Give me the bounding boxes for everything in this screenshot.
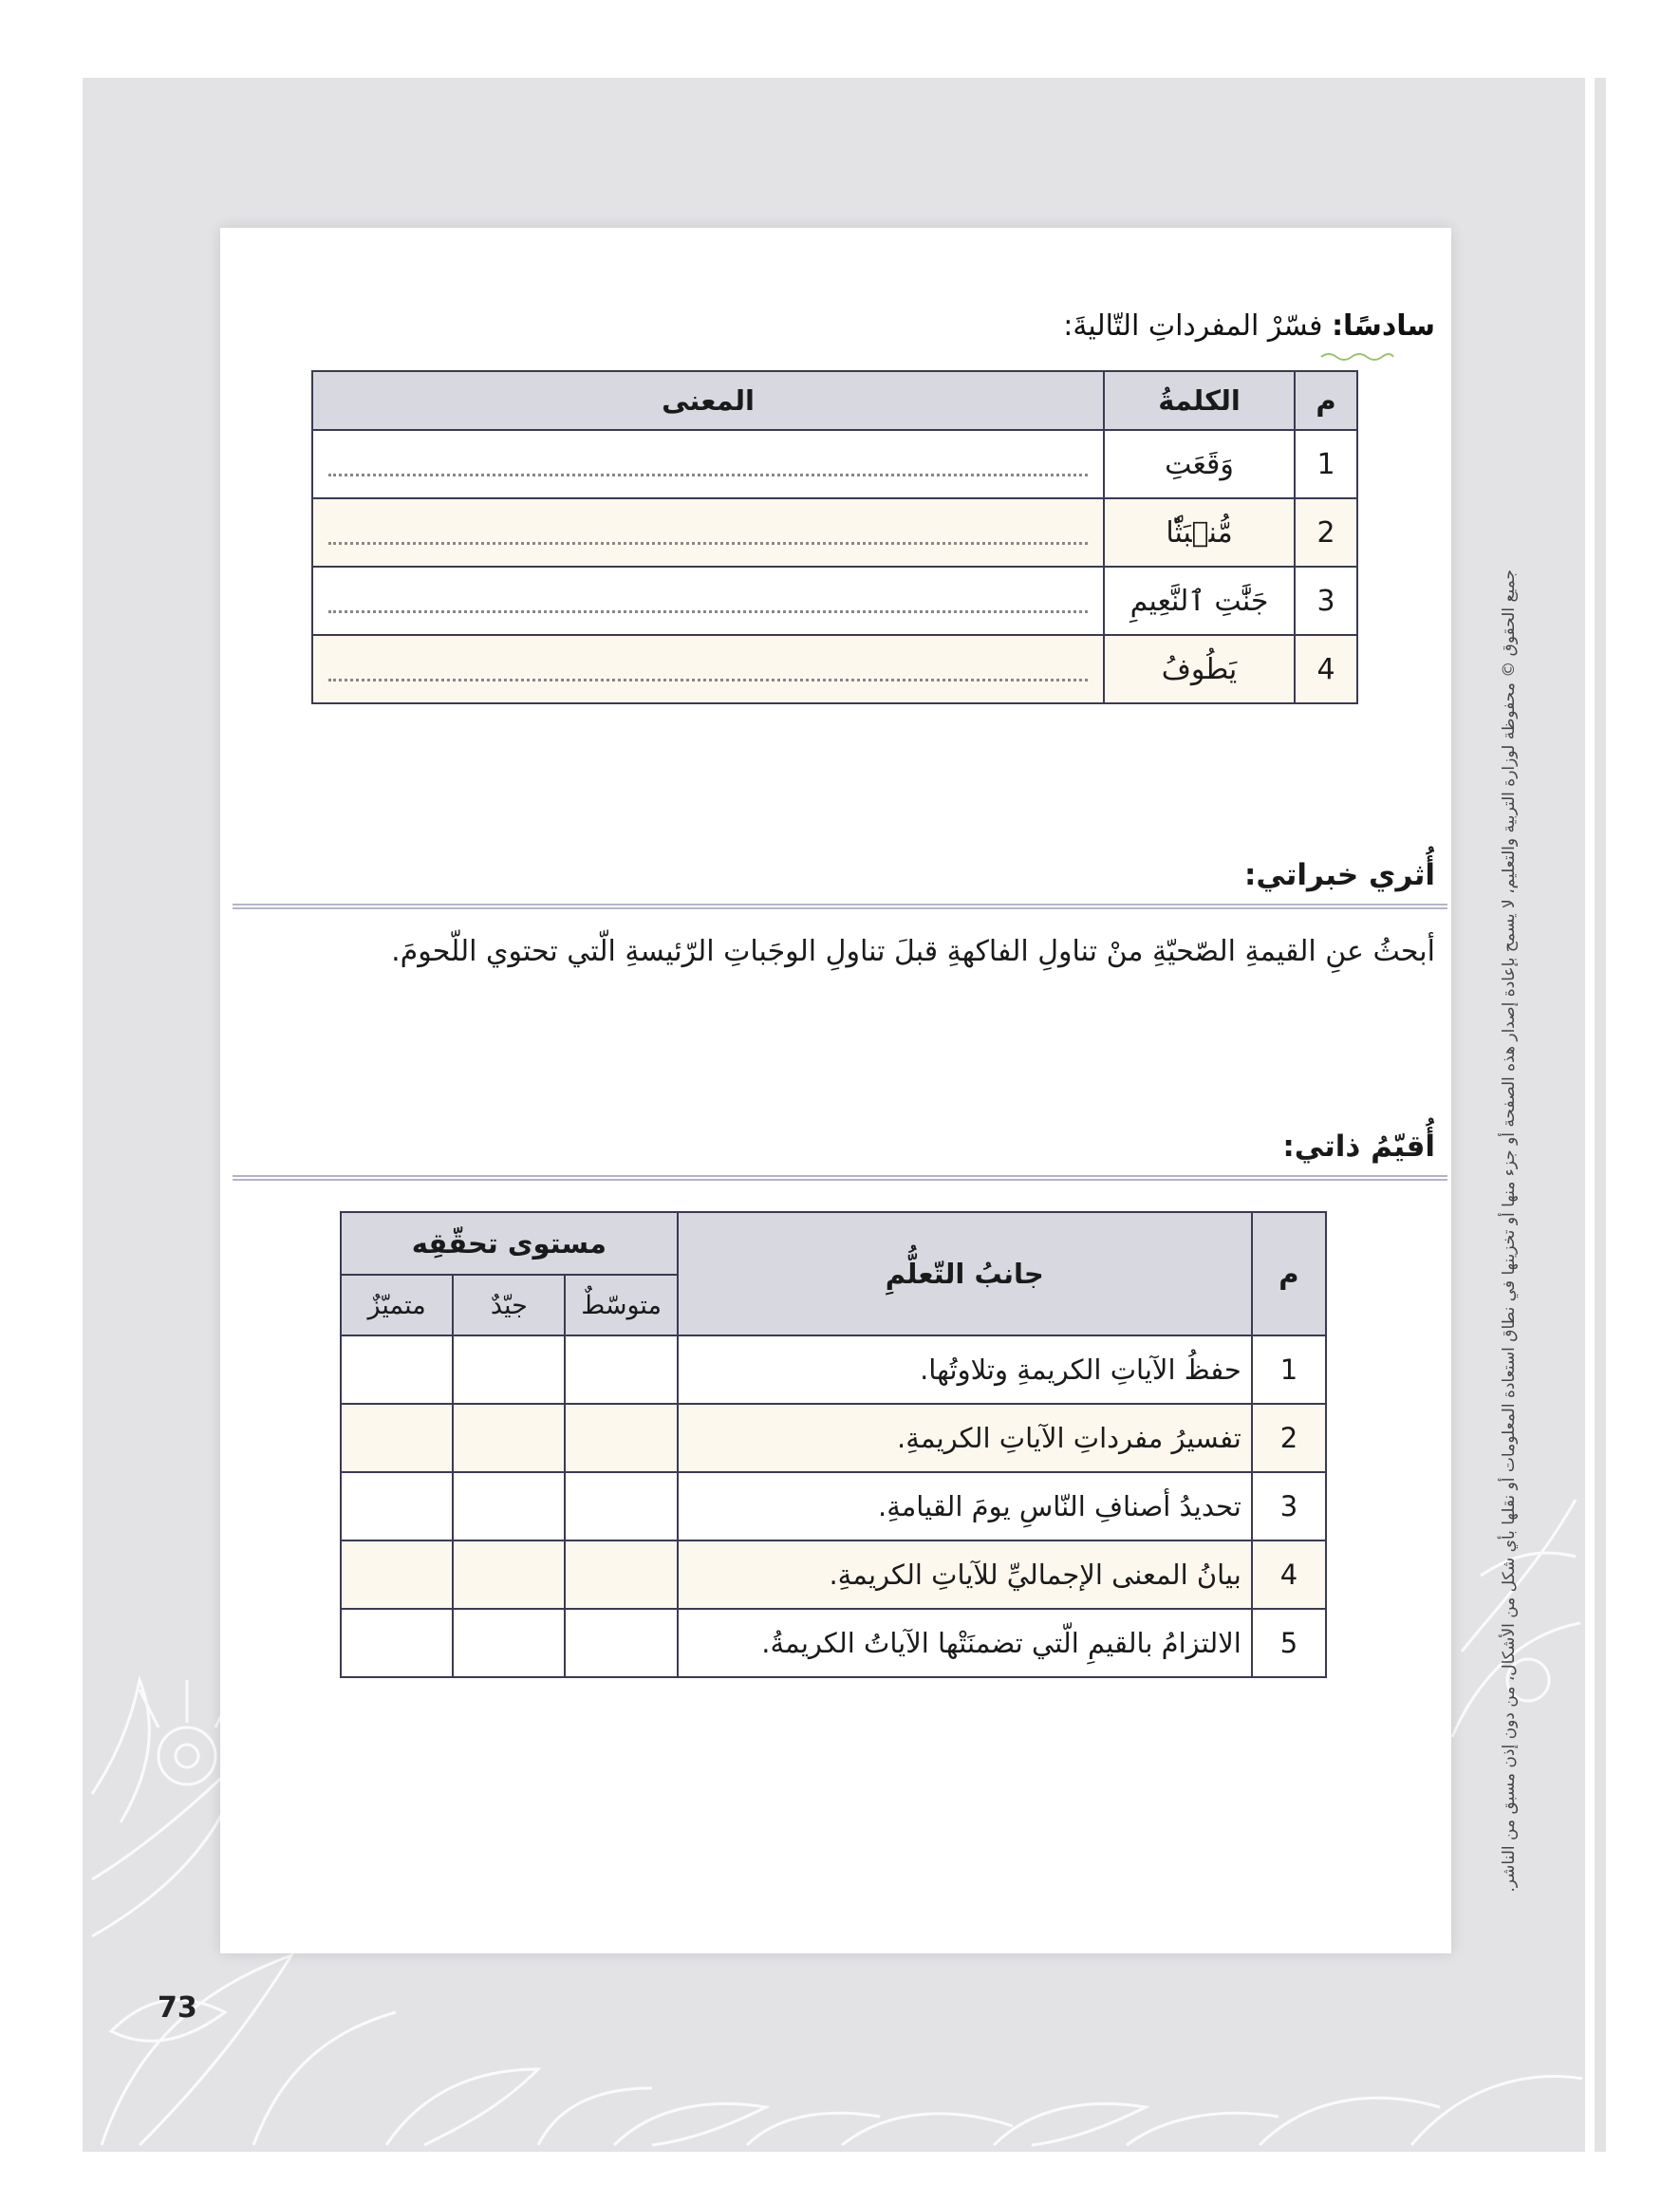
level-good-cell[interactable]	[453, 1609, 565, 1677]
level-excellent-cell[interactable]	[341, 1335, 453, 1404]
row-num: 2	[1295, 498, 1357, 567]
table-row	[312, 635, 1357, 703]
row-num: 4	[1252, 1540, 1326, 1609]
table-row	[341, 1609, 1326, 1677]
level-excellent-cell[interactable]	[341, 1609, 453, 1677]
level-good-header: جيّدٌ	[453, 1275, 565, 1335]
enrich-heading: أُثري خبراتي:	[1243, 858, 1435, 892]
row-word: جَنَّٰتِ ٱلنَّعِيمِ	[1104, 567, 1295, 635]
level-average-cell[interactable]	[565, 1540, 677, 1609]
table-row	[312, 498, 1357, 567]
level-average-cell[interactable]	[565, 1472, 677, 1540]
row-aspect: حفظُ الآياتِ الكريمةِ وتلاوتُها.	[678, 1335, 1252, 1404]
page-number: 73	[158, 1991, 197, 2025]
row-num: 3	[1252, 1472, 1326, 1540]
col-word-header: الكلمةُ	[1104, 371, 1295, 430]
vocabulary-table	[311, 370, 1358, 704]
table-row	[341, 1335, 1326, 1404]
row-aspect: الالتزامُ بالقيمِ الّتي تضمنَتْها الآياتُ الكريمةُ.	[678, 1609, 1252, 1677]
copyright-note: جميع الحقوق © محفوظة لوزارة التربية والتعليم، لا يسمح بإعادة إصدار هذه الصفحة أو جزء منها أو تخزينها في نطاق استعادة المعلومات أو نقلها بأي شكل من الأشكال، من دون إذن مسبق من الناشر.	[1500, 569, 1519, 1893]
col-meaning-header: المعنى	[312, 371, 1104, 430]
level-average-cell[interactable]	[565, 1609, 677, 1677]
row-num: 5	[1252, 1609, 1326, 1677]
row-num: 2	[1252, 1404, 1326, 1472]
row-aspect: بيانُ المعنى الإجماليِّ للآياتِ الكريمةِ.	[678, 1540, 1252, 1609]
level-good-cell[interactable]	[453, 1472, 565, 1540]
col-num-header: م	[1295, 371, 1357, 430]
table-row	[341, 1540, 1326, 1609]
enrich-text: أبحثُ عنِ القيمةِ الصّحيّةِ منْ تناولِ الفاكهةِ قبلَ تناولِ الوجَباتِ الرّئيسةِ الّتي تحتوي اللّحومَ.	[391, 935, 1435, 968]
row-num: 1	[1252, 1335, 1326, 1404]
meaning-answer-field[interactable]	[312, 567, 1104, 635]
level-good-cell[interactable]	[453, 1540, 565, 1609]
row-aspect: تحديدُ أصنافِ النّاسِ يومَ القيامةِ.	[678, 1472, 1252, 1540]
section6-title	[1063, 309, 1435, 343]
row-num: 1	[1295, 430, 1357, 498]
level-average-header: متوسّطٌ	[565, 1275, 677, 1335]
row-word: مُّنۢبَثّٗا	[1104, 498, 1295, 567]
table-row	[312, 430, 1357, 498]
level-average-cell[interactable]	[565, 1335, 677, 1404]
table-row	[341, 1472, 1326, 1540]
meaning-answer-field[interactable]	[312, 430, 1104, 498]
self-eval-table	[340, 1211, 1327, 1678]
section6-instruction: فسّرْ المفرداتِ التّاليةَ:	[1063, 309, 1323, 343]
meaning-answer-field[interactable]	[312, 498, 1104, 567]
meaning-answer-field[interactable]	[312, 635, 1104, 703]
level-average-cell[interactable]	[565, 1404, 677, 1472]
col-level-header: مستوى تحقّقِه	[341, 1212, 678, 1275]
row-aspect: تفسيرُ مفرداتِ الآياتِ الكريمةِ.	[678, 1404, 1252, 1472]
self-eval-heading: أُقيّمُ ذاتي:	[1282, 1130, 1435, 1164]
frame-strip-outer	[1595, 78, 1606, 2152]
row-word: يَطُوفُ	[1104, 635, 1295, 703]
self-eval-rule	[233, 1175, 1447, 1181]
col-aspect-header: جانبُ التّعلُّمِ	[678, 1212, 1252, 1335]
row-num: 3	[1295, 567, 1357, 635]
level-excellent-header: متميّزٌ	[341, 1275, 453, 1335]
row-word: وَقَعَتِ	[1104, 430, 1295, 498]
squiggle-underline	[1319, 351, 1395, 363]
level-excellent-cell[interactable]	[341, 1540, 453, 1609]
section6-label: سادسًا:	[1332, 309, 1435, 343]
frame-strip	[1585, 78, 1595, 2152]
level-good-cell[interactable]	[453, 1404, 565, 1472]
table-row	[312, 567, 1357, 635]
level-excellent-cell[interactable]	[341, 1472, 453, 1540]
row-num: 4	[1295, 635, 1357, 703]
col-num-header: م	[1252, 1212, 1326, 1335]
level-excellent-cell[interactable]	[341, 1404, 453, 1472]
table-row	[341, 1404, 1326, 1472]
table-header-row	[312, 371, 1357, 430]
enrich-rule	[233, 904, 1447, 909]
table-header-row	[341, 1212, 1326, 1275]
level-good-cell[interactable]	[453, 1335, 565, 1404]
